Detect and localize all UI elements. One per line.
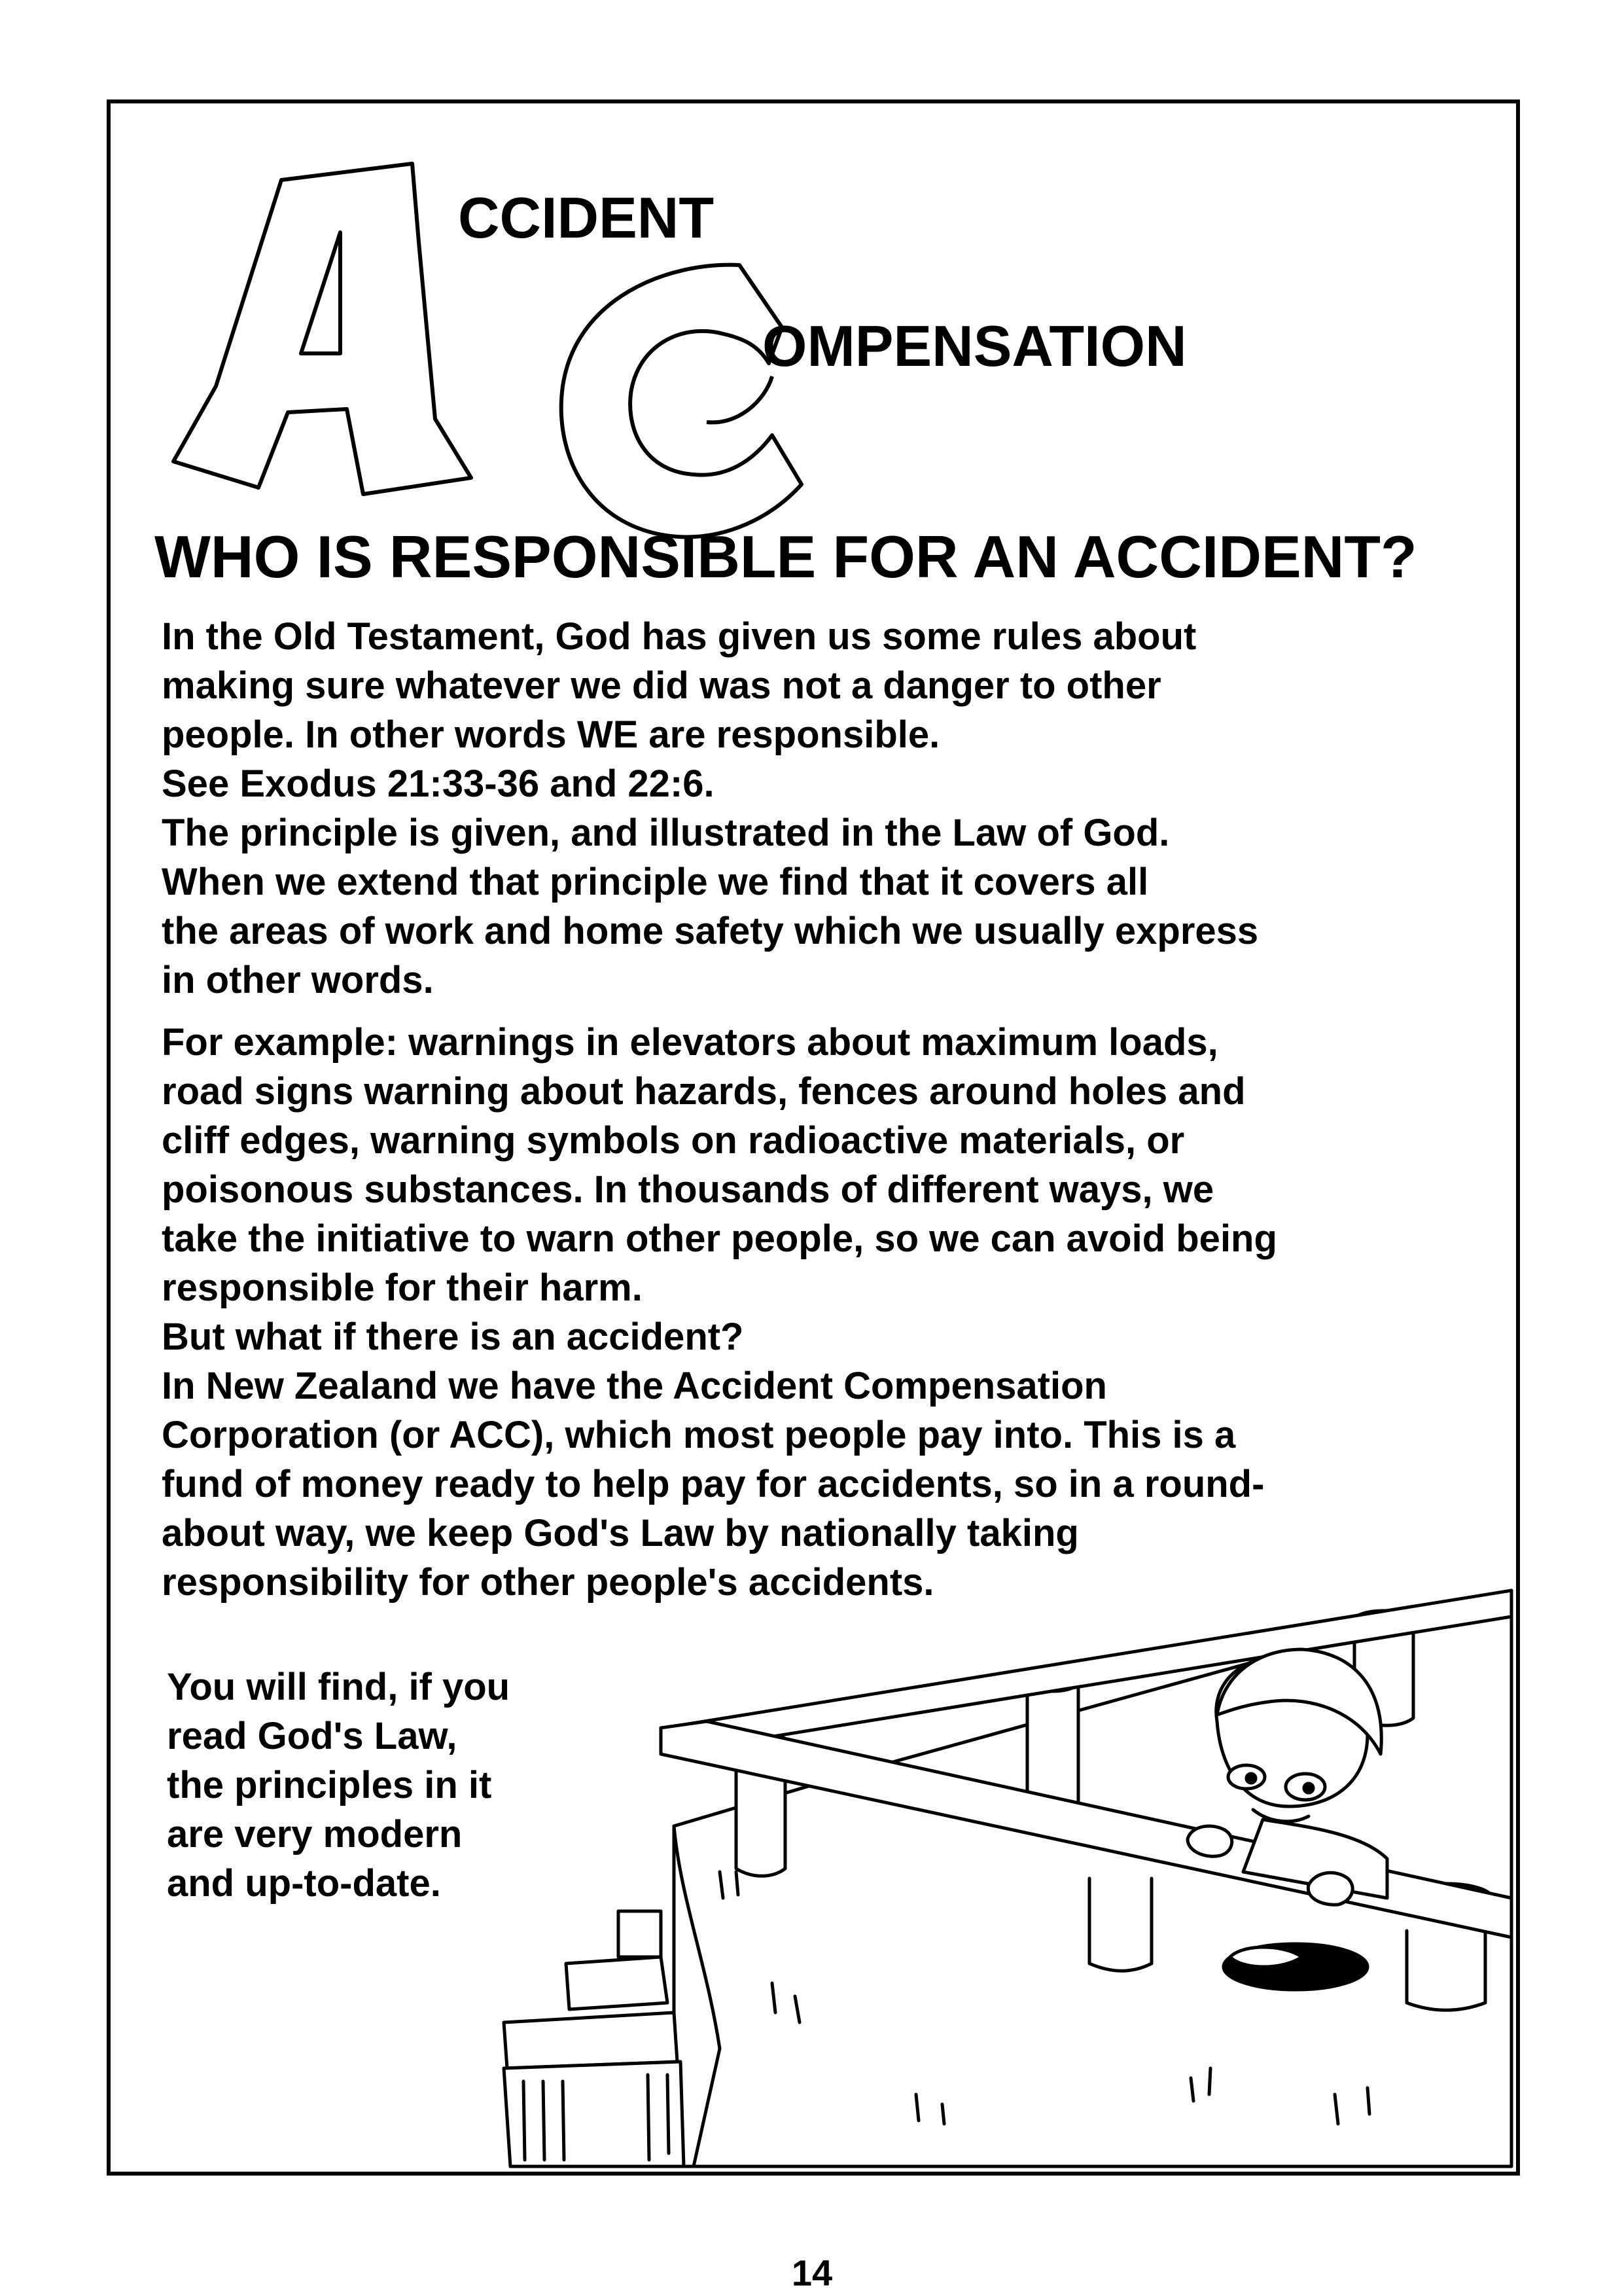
body-text [162,612,1470,1607]
paragraph2-line: poisonous substances. In thousands of different ways, we [162,1168,1214,1211]
title-word-ompensation: OMPENSATION [762,314,1187,378]
section-heading: WHO IS RESPONSIBLE FOR AN ACCIDENT? [154,524,1417,590]
paragraph2-line: fund of money ready to help pay for accidents, so in a round- [162,1463,1265,1505]
paragraph2-line: responsibility for other people's accidents. [162,1561,934,1604]
side-note-line: the principles in it [167,1764,492,1806]
paragraph2-line: about way, we keep God's Law by nationally taking [162,1512,1079,1554]
paragraph2-line: responsible for their harm. [162,1266,643,1309]
paragraph2-line: take the initiative to warn other people, so we can avoid being [162,1217,1277,1260]
outline-letter-a [0,0,471,494]
paragraph1-line: When we extend that principle we find that it covers all [162,861,1149,903]
paragraph1-line: people. In other words WE are responsible. [162,713,940,756]
paragraph-gap [162,1005,1470,1018]
page-number: 14 [791,2252,833,2293]
paragraph2-line: road signs warning about hazards, fences around holes and [162,1070,1246,1113]
paragraph1-line: See Exodus 21:33-36 and 22:6. [162,762,715,805]
side-note-line: are very modern [167,1813,463,1856]
title-initial-a: A [0,0,1,1]
paragraph2-line: Corporation (or ACC), which most people pay into. This is a [162,1414,1236,1456]
paragraph1-line: in other words. [162,959,434,1001]
paragraph1-line: In the Old Testament, God has given us some rules about [162,615,1197,658]
paragraph2-line: For example: warnings in elevators about maximum loads, [162,1021,1218,1064]
side-note-line: You will find, if you [167,1666,510,1708]
title-word-ccident: CCIDENT [458,185,715,250]
paragraph2-line: But what if there is an accident? [162,1316,744,1358]
paragraph1-line: the areas of work and home safety which we usually express [162,910,1259,952]
paragraph1-line: making sure whatever we did was not a danger to other [162,664,1161,707]
side-note-line: and up-to-date. [167,1862,441,1905]
paragraph2-line: In New Zealand we have the Accident Compensation [162,1365,1107,1407]
side-note [167,1662,510,1908]
paragraph2-line: cliff edges, warning symbols on radioactive materials, or [162,1119,1185,1162]
outline-letter-c [561,265,802,537]
paragraph1-line: The principle is given, and illustrated in the Law of God. [162,812,1170,854]
side-note-line: read God's Law, [167,1715,457,1757]
cliff-railing-illustration [504,1590,1511,2166]
